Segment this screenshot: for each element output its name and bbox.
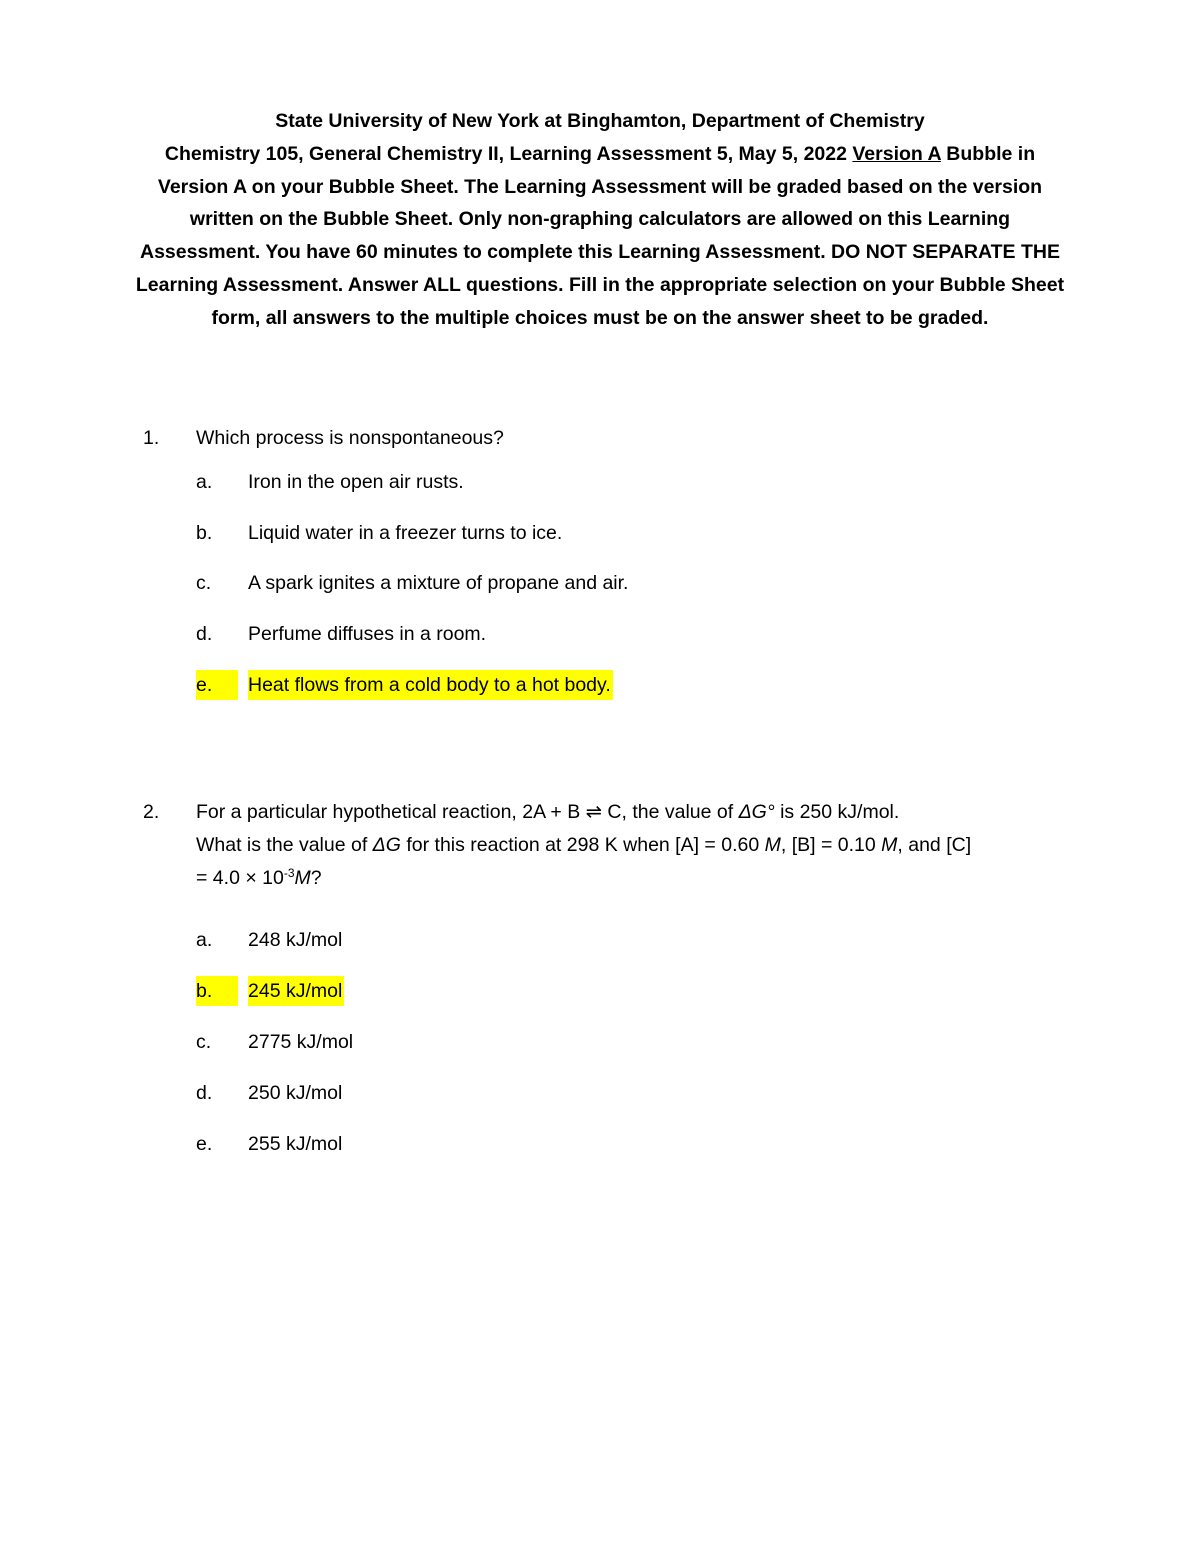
option-letter: c. [196, 572, 212, 594]
option-text: Heat flows from a cold body to a hot body. [248, 670, 613, 700]
option-2d[interactable] [196, 1078, 896, 1108]
option-text: 2775 kJ/mol [248, 1031, 354, 1053]
question-text [196, 796, 1056, 895]
molarity-unit: M [764, 834, 781, 856]
exam-header [130, 105, 1070, 335]
option-letter: a. [196, 471, 213, 493]
option-2e[interactable] [196, 1129, 896, 1159]
text-segment: , and [C] [897, 834, 972, 856]
delta-g: ΔG [372, 834, 401, 856]
option-letter: a. [196, 929, 213, 951]
option-letter: d. [196, 1082, 213, 1104]
text-segment: is 250 kJ/mol. [774, 801, 900, 823]
exponent: -3 [283, 866, 295, 880]
text-segment: ? [310, 867, 322, 889]
version-label: Version A [852, 142, 941, 165]
question-text [196, 424, 1056, 452]
option-letter: b. [196, 522, 213, 544]
molarity-unit: M [881, 834, 898, 856]
header-instructions-text: Bubble in Version A on your Bubble Sheet. The Learning Assessment will be graded based on the version written on the Bubble Sheet. Only non-graphing calculators are allowed on this Learning Assessment. You have 60 minutes to complete this Learning Assessment. DO NOT SEPARATE THE Learning Assessment. Answer ALL questions. Fill in the appropriate selection on your Bubble Sheet form, all answers to the multiple choices must be on the answer sheet to be graded. [135, 142, 1065, 329]
text-segment: = 4.0 × 10 [196, 867, 284, 889]
text-segment: For a particular hypothetical reaction, 2A + B ⇌ C, the value of [196, 801, 739, 823]
option-2b-highlighted[interactable] [196, 976, 896, 1006]
option-1a[interactable] [196, 467, 896, 497]
option-text: Iron in the open air rusts. [248, 471, 464, 493]
text-segment: , [B] = 0.10 [780, 834, 882, 856]
option-2c[interactable] [196, 1027, 896, 1057]
question-number: 2. [143, 801, 160, 823]
question-number: 1. [143, 427, 160, 449]
text-segment: for this reaction at 298 K when [A] = 0.60 [400, 834, 765, 856]
option-text: 255 kJ/mol [248, 1133, 343, 1155]
option-letter: c. [196, 1031, 212, 1053]
option-letter: e. [196, 670, 238, 700]
question-2-line-1 [196, 796, 1056, 829]
option-letter: b. [196, 976, 238, 1006]
delta-g-standard: ΔG° [738, 801, 775, 823]
option-1b[interactable] [196, 518, 896, 548]
header-line-1: State University of New York at Binghamton, Department of Chemistry [275, 110, 925, 132]
molarity-unit: M [294, 867, 311, 889]
text-segment: What is the value of [196, 834, 373, 856]
option-letter: d. [196, 623, 213, 645]
header-instructions [130, 138, 1070, 335]
option-1d[interactable] [196, 619, 896, 649]
option-text: 245 kJ/mol [248, 976, 344, 1006]
option-2a[interactable] [196, 925, 896, 955]
option-text: Perfume diffuses in a room. [248, 623, 487, 645]
question-2-line-3 [196, 862, 1056, 895]
option-letter: e. [196, 1133, 213, 1155]
option-text: 250 kJ/mol [248, 1082, 343, 1104]
question-2-line-2 [196, 829, 1056, 862]
header-course-info: Chemistry 105, General Chemistry II, Learning Assessment 5, May 5, 2022 [164, 142, 853, 165]
option-1e-highlighted[interactable] [196, 670, 896, 700]
option-text: A spark ignites a mixture of propane and air. [248, 572, 629, 594]
option-1c[interactable] [196, 568, 896, 598]
option-text: 248 kJ/mol [248, 929, 343, 951]
option-text: Liquid water in a freezer turns to ice. [248, 522, 563, 544]
question-1-text: Which process is nonspontaneous? [196, 427, 504, 449]
